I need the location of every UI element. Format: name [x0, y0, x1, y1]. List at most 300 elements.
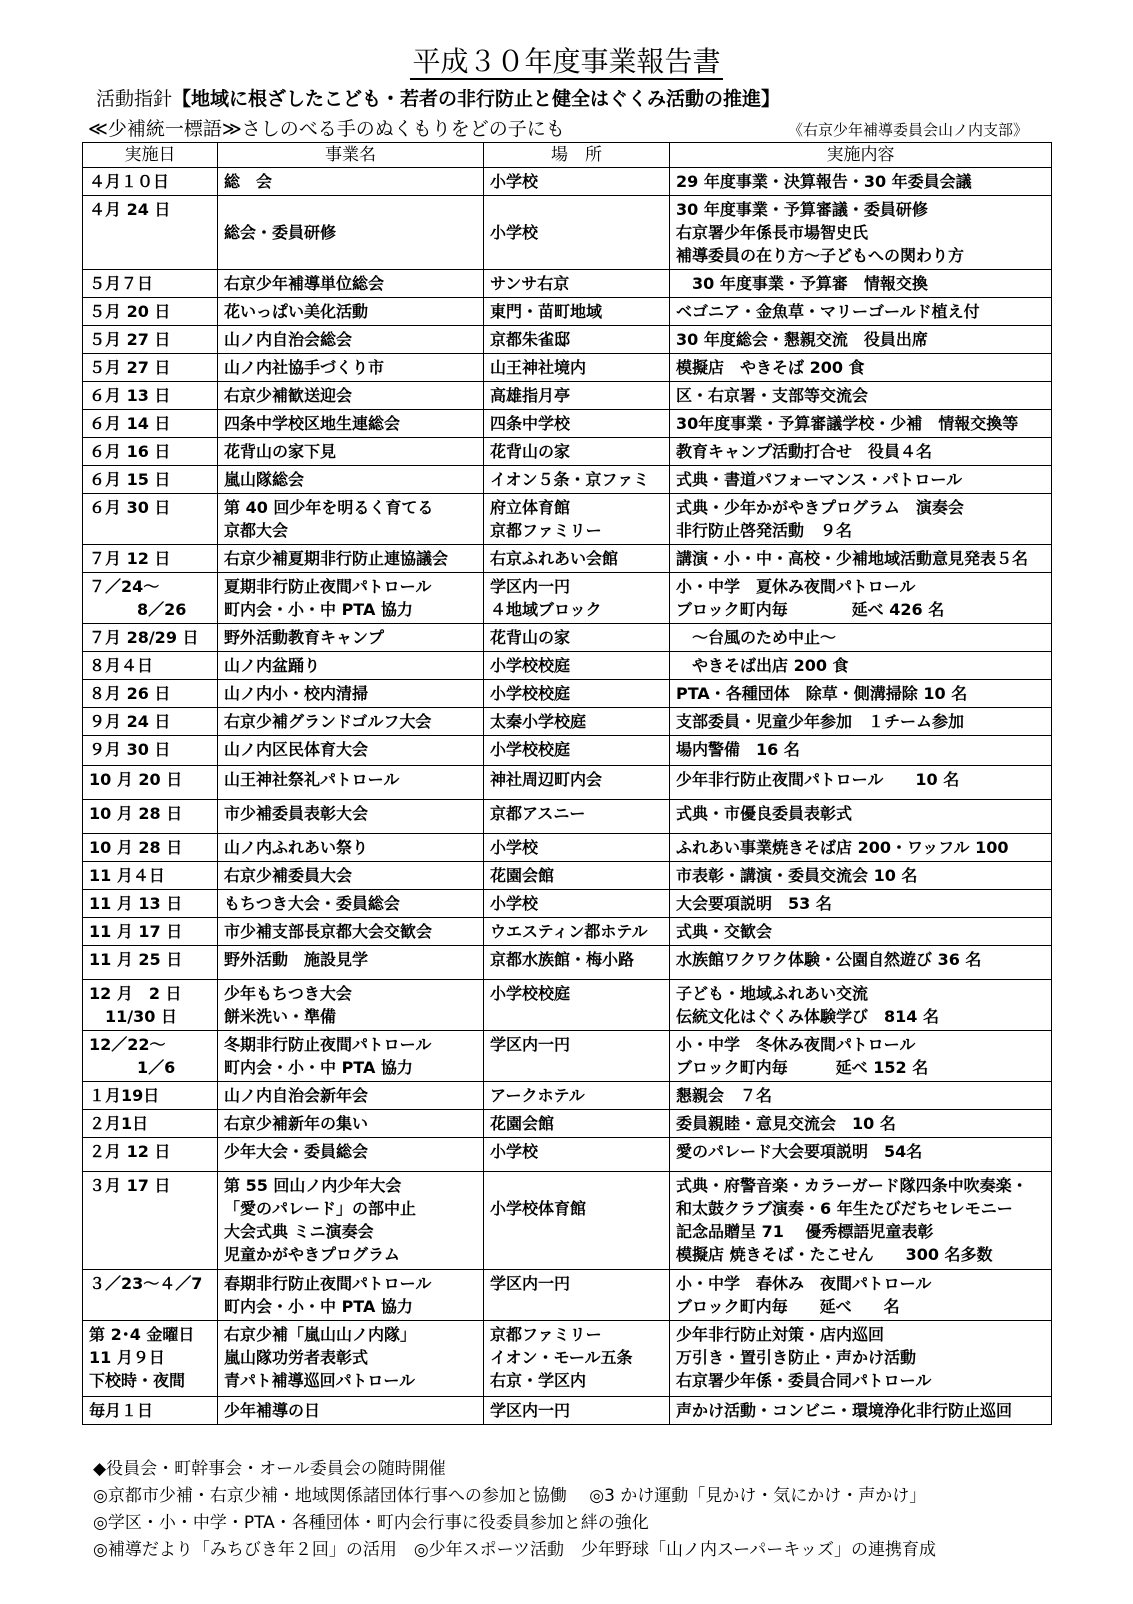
cell-detail — [670, 270, 1052, 298]
cell-place — [484, 1321, 670, 1397]
cell-name — [218, 466, 484, 494]
table-row — [83, 766, 1052, 800]
cell-detail — [670, 918, 1052, 946]
cell-line: 小学校 — [490, 838, 539, 857]
cell-line: １月19日 — [89, 1086, 160, 1105]
table-row — [83, 1172, 1052, 1270]
cell-line: 学区内一円 — [490, 1035, 571, 1054]
cell-line: 子ども・地域ふれあい交流 — [676, 984, 869, 1003]
cell-name — [218, 946, 484, 980]
cell-line: 花いっぱい美化活動 — [224, 302, 369, 321]
cell-line: 下校時・夜間 — [89, 1371, 186, 1390]
cell-name — [218, 766, 484, 800]
cell-place — [484, 890, 670, 918]
cell-date — [83, 862, 218, 890]
cell-line: もちつき大会・委員総会 — [224, 894, 400, 913]
cell-name — [218, 708, 484, 736]
cell-detail — [670, 980, 1052, 1031]
cell-line: 式典・交歓会 — [676, 922, 773, 941]
table-row — [83, 1321, 1052, 1397]
cell-line: ～台風のため中止～ — [676, 628, 837, 647]
cell-name — [218, 298, 484, 326]
cell-name — [218, 196, 484, 270]
cell-name — [218, 980, 484, 1031]
table-row — [83, 382, 1052, 410]
cell-line: 12／22～ — [89, 1035, 166, 1054]
cell-line: ６月 13 日 — [89, 386, 171, 405]
cell-place — [484, 382, 670, 410]
cell-line: 冬期非行防止夜間パトロール — [224, 1035, 432, 1054]
cell-name — [218, 1138, 484, 1172]
cell-line: 1／6 — [89, 1058, 176, 1077]
cell-detail — [670, 1321, 1052, 1397]
cell-name — [218, 736, 484, 766]
cell-line: 30年度事業・予算審議学校・少補 情報交換等 — [676, 414, 1019, 433]
cell-name — [218, 1082, 484, 1110]
cell-line: 12 月 2 日 — [89, 984, 182, 1003]
cell-place — [484, 1138, 670, 1172]
cell-line: 右京・学区内 — [490, 1371, 587, 1390]
cell-line: 右京ふれあい会館 — [490, 549, 619, 568]
cell-line: 小学校 — [490, 172, 539, 191]
cell-line: 声かけ活動・コンビニ・環境浄化非行防止巡回 — [676, 1401, 1013, 1420]
cell-name — [218, 438, 484, 466]
cell-line: 四条中学校 — [490, 414, 571, 433]
cell-line: 式典・市優良委員表彰式 — [676, 804, 853, 823]
cell-line: 10 月 28 日 — [89, 804, 183, 823]
cell-line: 山ノ内区民体育大会 — [224, 740, 369, 759]
cell-line: 学区内一円 — [490, 1401, 571, 1420]
footer-line: ◆役員会・町幹事会・オール委員会の随時開催 — [93, 1459, 446, 1479]
cell-date — [83, 680, 218, 708]
cell-line: 右京少補委員大会 — [224, 866, 353, 885]
cell-line: 小学校校庭 — [490, 740, 571, 759]
cell-name — [218, 1172, 484, 1270]
cell-line: ９月 24 日 — [89, 712, 171, 731]
cell-place — [484, 545, 670, 573]
cell-date — [83, 298, 218, 326]
cell-line: 式典・府警音楽・カラーガード隊四条中吹奏楽・ — [676, 1176, 1028, 1195]
table-row — [83, 680, 1052, 708]
cell-line: 青パト補導巡回パトロール — [224, 1371, 416, 1390]
cell-line: 小学校 — [490, 223, 539, 242]
cell-line — [490, 1005, 663, 1028]
cell-name — [218, 1321, 484, 1397]
cell-line: 府立体育館 — [490, 498, 571, 517]
cell-line: 11 月 25 日 — [89, 950, 183, 969]
cell-detail — [670, 1397, 1052, 1425]
cell-line: 第 2･4 金曜日 — [89, 1325, 195, 1344]
header-details: 実施内容 — [670, 143, 1052, 168]
cell-date — [83, 494, 218, 545]
cell-date — [83, 466, 218, 494]
table-row — [83, 196, 1052, 270]
cell-line: 8／26 — [89, 600, 187, 619]
cell-line: 非行防止啓発活動 ９名 — [676, 521, 853, 540]
cell-date — [83, 1397, 218, 1425]
table-row — [83, 624, 1052, 652]
cell-date — [83, 736, 218, 766]
cell-line: 神社周辺町内会 — [490, 770, 603, 789]
table-row — [83, 545, 1052, 573]
cell-line: 野外活動 施設見学 — [224, 950, 369, 969]
cell-detail — [670, 834, 1052, 862]
cell-line: 餅米洗い・準備 — [224, 1007, 337, 1026]
cell-detail — [670, 890, 1052, 918]
cell-detail — [670, 410, 1052, 438]
cell-line: 京都水族館・梅小路 — [490, 950, 635, 969]
cell-line: 講演・小・中・高校・少補地域活動意見発表５名 — [676, 549, 1029, 568]
cell-line — [224, 198, 477, 221]
table-row — [83, 168, 1052, 196]
cell-line: 支部委員・児童少年参加 １チーム参加 — [676, 712, 965, 731]
table-row — [83, 1138, 1052, 1172]
cell-line: 右京少年補導単位総会 — [224, 274, 385, 293]
cell-place — [484, 573, 670, 624]
cell-date — [83, 573, 218, 624]
table-row — [83, 918, 1052, 946]
cell-detail — [670, 624, 1052, 652]
cell-line: 町内会・小・中 PTA 協力 — [224, 1297, 413, 1316]
cell-line: 模擬店 やきそば 200 食 — [676, 358, 865, 377]
cell-place — [484, 326, 670, 354]
cell-line: 11 月４日 — [89, 866, 165, 885]
cell-line: 学区内一円 — [490, 577, 571, 596]
cell-date — [83, 1110, 218, 1138]
cell-line: 太秦小学校庭 — [490, 712, 587, 731]
cell-line — [490, 1056, 663, 1079]
table-row — [83, 1082, 1052, 1110]
cell-date — [83, 382, 218, 410]
cell-line: 山ノ内小・校内清掃 — [224, 684, 369, 703]
cell-date — [83, 980, 218, 1031]
cell-name — [218, 652, 484, 680]
cell-line: 右京少補グランドゴルフ大会 — [224, 712, 432, 731]
table-row — [83, 326, 1052, 354]
cell-place — [484, 1172, 670, 1270]
cell-line: 市表彰・講演・委員交流会 10 名 — [676, 866, 918, 885]
cell-name — [218, 890, 484, 918]
cell-place — [484, 834, 670, 862]
branch-name: 《右京少年補導委員会山ノ内支部》 — [787, 121, 1028, 139]
cell-line: 町内会・小・中 PTA 協力 — [224, 1058, 413, 1077]
cell-line: 水族館ワクワク体験・公園自然遊び 36 名 — [676, 950, 982, 969]
cell-date — [83, 438, 218, 466]
cell-place — [484, 980, 670, 1031]
cell-line: 花園会館 — [490, 866, 555, 885]
cell-line: ６月 30 日 — [89, 498, 171, 517]
cell-line: 「愛のパレード」の部中止 — [224, 1199, 417, 1218]
cell-line: 京都アスニー — [490, 804, 586, 823]
cell-place — [484, 466, 670, 494]
cell-line: ５月 27 日 — [89, 330, 171, 349]
table-row — [83, 946, 1052, 980]
cell-date — [83, 410, 218, 438]
cell-line: 小学校 — [490, 894, 539, 913]
cell-date — [83, 168, 218, 196]
cell-line: 少年非行防止対策・店内巡回 — [676, 1325, 885, 1344]
cell-line: 小・中学 冬休み夜間パトロール — [676, 1035, 916, 1054]
cell-line: ７月 12 日 — [89, 549, 171, 568]
cell-date — [83, 624, 218, 652]
table-row — [83, 1110, 1052, 1138]
cell-place — [484, 410, 670, 438]
cell-line: 市少補支部長京都大会交歓会 — [224, 922, 433, 941]
cell-line: 30 年度総会・懇親交流 役員出席 — [676, 330, 928, 349]
cell-name — [218, 1110, 484, 1138]
cell-name — [218, 168, 484, 196]
cell-date — [83, 1321, 218, 1397]
table-row — [83, 652, 1052, 680]
table-row — [83, 980, 1052, 1031]
header-date: 実施日 — [83, 143, 218, 168]
table-row — [83, 573, 1052, 624]
cell-detail — [670, 354, 1052, 382]
table-row — [83, 890, 1052, 918]
cell-line — [490, 198, 663, 221]
footer-line: ◎補導だより「みちびき年２回」の活用 ◎少年スポーツ活動 少年野球「山ノ内スーパーキッズ」の連携育成 — [93, 1540, 936, 1560]
cell-line: 大会式典 ミニ演奏会 — [224, 1222, 374, 1241]
cell-name — [218, 800, 484, 834]
slogan: ≪少補統一標語≫さしのべる手のぬくもりをどの子にも — [88, 118, 565, 140]
cell-detail — [670, 652, 1052, 680]
cell-detail — [670, 1270, 1052, 1321]
cell-line: 学区内一円 — [490, 1274, 571, 1293]
cell-line: ６月 16 日 — [89, 442, 171, 461]
cell-line: 記念品贈呈 71 優秀標語児童表彰 — [676, 1222, 934, 1241]
cell-line: 11 月 17 日 — [89, 922, 183, 941]
cell-line: 小・中学 春休み 夜間パトロール — [676, 1274, 932, 1293]
activity-policy — [96, 86, 780, 112]
cell-line: 少年非行防止夜間パトロール 10 名 — [676, 770, 960, 789]
cell-line: 京都ファミリー — [490, 1325, 602, 1344]
cell-place — [484, 918, 670, 946]
table-row — [83, 494, 1052, 545]
cell-line: 山ノ内社協手づくり市 — [224, 358, 385, 377]
cell-date — [83, 1031, 218, 1082]
cell-line: 野外活動教育キャンプ — [224, 628, 385, 647]
cell-line: ６月 15 日 — [89, 470, 171, 489]
cell-date — [83, 326, 218, 354]
cell-line: 花背山の家 — [490, 628, 571, 647]
cell-date — [83, 354, 218, 382]
cell-line: 右京少補新年の集い — [224, 1114, 369, 1133]
cell-line: 夏期非行防止夜間パトロール — [224, 577, 432, 596]
footer-line: ◎京都市少補・右京少補・地域関係諸団体行事への参加と協働 ◎3 かけ運動「見かけ・気にかけ・声かけ」 — [93, 1486, 927, 1506]
cell-line: 小学校校庭 — [490, 684, 571, 703]
cell-line: 総会・委員研修 — [224, 223, 337, 242]
cell-date — [83, 1138, 218, 1172]
cell-line: 山ノ内ふれあい祭り — [224, 838, 369, 857]
cell-line: 式典・少年かがやきプログラム 演奏会 — [676, 498, 964, 517]
cell-place — [484, 946, 670, 980]
table-row — [83, 270, 1052, 298]
cell-line: ４月 24 日 — [89, 200, 171, 219]
cell-line: 高雄指月亭 — [490, 386, 571, 405]
cell-line: ５月 20 日 — [89, 302, 171, 321]
policy-label: 活動指針 — [96, 88, 173, 110]
cell-name — [218, 1031, 484, 1082]
table-row — [83, 862, 1052, 890]
cell-detail — [670, 680, 1052, 708]
policy-text: 【地域に根ざしたこども・若者の非行防止と健全はぐくみ活動の推進】 — [172, 88, 781, 110]
cell-detail — [670, 298, 1052, 326]
cell-line: 30 年度事業・予算審議・委員研修 — [676, 200, 928, 219]
cell-date — [83, 196, 218, 270]
page-title: 平成３０年度事業報告書 — [412, 45, 721, 78]
cell-line: 29 年度事業・決算報告・30 年委員会議 — [676, 172, 972, 191]
cell-line: 山王神社祭礼パトロール — [224, 770, 400, 789]
cell-date — [83, 890, 218, 918]
cell-line: 少年大会・委員総会 — [224, 1142, 369, 1161]
cell-line: 第 40 回少年を明るく育てる — [224, 498, 434, 517]
cell-line: 京都大会 — [224, 521, 289, 540]
cell-line: ６月 14 日 — [89, 414, 171, 433]
cell-line: 和太鼓クラブ演奏・6 年生たびだちセレモニー — [676, 1199, 1013, 1218]
table-row — [83, 466, 1052, 494]
cell-line: 10 月 20 日 — [89, 770, 183, 789]
cell-line: 懇親会 ７名 — [676, 1086, 773, 1105]
cell-line: 山ノ内盆踊り — [224, 656, 321, 675]
cell-line: 第 55 回山ノ内少年大会 — [224, 1176, 402, 1195]
cell-place — [484, 494, 670, 545]
cell-line: 京都ファミリー — [490, 521, 602, 540]
cell-place — [484, 354, 670, 382]
cell-line: ３月 17 日 — [89, 1176, 171, 1195]
cell-line: 11 月９日 — [89, 1348, 165, 1367]
footer-notes — [93, 1456, 936, 1564]
table-row — [83, 736, 1052, 766]
cell-place — [484, 652, 670, 680]
cell-line: 小学校校庭 — [490, 656, 571, 675]
cell-line: ８月 26 日 — [89, 684, 171, 703]
cell-place — [484, 270, 670, 298]
cell-date — [83, 545, 218, 573]
cell-name — [218, 494, 484, 545]
cell-line: 嵐山隊総会 — [224, 470, 305, 489]
cell-line — [490, 1174, 663, 1197]
cell-line: 委員親睦・意見交流会 10 名 — [676, 1114, 896, 1133]
cell-line: 大会要項説明 53 名 — [676, 894, 832, 913]
cell-line: ブロック町内毎 延べ 152 名 — [676, 1058, 929, 1077]
cell-place — [484, 862, 670, 890]
cell-line: 補導委員の在り方～子どもへの関わり方 — [676, 246, 965, 265]
cell-detail — [670, 466, 1052, 494]
cell-date — [83, 1270, 218, 1321]
cell-line: 右京少補歓送迎会 — [224, 386, 353, 405]
cell-line: 四条中学校区地生連総会 — [224, 414, 401, 433]
cell-line: 花背山の家下見 — [224, 442, 337, 461]
cell-date — [83, 1082, 218, 1110]
cell-line: 京都朱雀邸 — [490, 330, 571, 349]
cell-name — [218, 918, 484, 946]
table-row — [83, 834, 1052, 862]
cell-line: 式典・書道パフォーマンス・パトロール — [676, 470, 963, 489]
report-table — [82, 142, 1052, 1425]
cell-detail — [670, 946, 1052, 980]
table-row — [83, 1270, 1052, 1321]
header-place: 場 所 — [484, 143, 670, 168]
cell-line: 区・右京署・支部等交流会 — [676, 386, 869, 405]
cell-place — [484, 298, 670, 326]
cell-detail — [670, 766, 1052, 800]
cell-place — [484, 736, 670, 766]
cell-place — [484, 438, 670, 466]
cell-line: PTA・各種団体 除草・側溝掃除 10 名 — [676, 684, 968, 703]
cell-detail — [670, 1172, 1052, 1270]
cell-line: 右京少補「嵐山山ノ内隊」 — [224, 1325, 417, 1344]
cell-line: 東門・苗町地域 — [490, 302, 603, 321]
cell-place — [484, 708, 670, 736]
cell-line: 11/30 日 — [89, 1007, 177, 1026]
cell-detail — [670, 1082, 1052, 1110]
cell-line: ５月 27 日 — [89, 358, 171, 377]
cell-line: イオン・モール五条 — [490, 1348, 633, 1367]
cell-line: アークホテル — [490, 1086, 585, 1105]
cell-name — [218, 624, 484, 652]
cell-name — [218, 573, 484, 624]
cell-line: 場内警備 16 名 — [676, 740, 800, 759]
cell-line: 伝統文化はぐくみ体験学び 814 名 — [676, 1007, 939, 1026]
cell-detail — [670, 573, 1052, 624]
cell-date — [83, 766, 218, 800]
cell-detail — [670, 168, 1052, 196]
cell-date — [83, 918, 218, 946]
cell-place — [484, 1397, 670, 1425]
cell-line: 右京署少年係長市場智史氏 — [676, 223, 869, 242]
cell-date — [83, 1172, 218, 1270]
cell-detail — [670, 196, 1052, 270]
cell-line: 模擬店 焼きそば・たこせん 300 名多数 — [676, 1245, 993, 1264]
cell-date — [83, 652, 218, 680]
cell-line: ふれあい事業焼きそば店 200・ワッフル 100 — [676, 838, 1009, 857]
cell-name — [218, 862, 484, 890]
cell-detail — [670, 1138, 1052, 1172]
cell-line: やきそば出店 200 食 — [676, 656, 849, 675]
cell-detail — [670, 438, 1052, 466]
cell-line: 小学校校庭 — [490, 984, 571, 1003]
cell-line: 市少補委員表彰大会 — [224, 804, 369, 823]
cell-date — [83, 834, 218, 862]
table-row — [83, 1397, 1052, 1425]
cell-line: 総 会 — [224, 172, 273, 191]
cell-name — [218, 1270, 484, 1321]
cell-line: 山王神社境内 — [490, 358, 587, 377]
cell-line: ３／23～４／7 — [89, 1274, 203, 1293]
table-row — [83, 298, 1052, 326]
table-row — [83, 438, 1052, 466]
cell-date — [83, 270, 218, 298]
cell-line: ２月1日 — [89, 1114, 149, 1133]
cell-detail — [670, 736, 1052, 766]
cell-line: 右京署少年係・委員合同パトロール — [676, 1371, 932, 1390]
cell-line: イオン５条・京ファミ — [490, 470, 650, 489]
header-event-name: 事業名 — [218, 143, 484, 168]
cell-line: ブロック町内毎 延べ 名 — [676, 1297, 900, 1316]
table-row — [83, 354, 1052, 382]
cell-line: 毎月１日 — [89, 1401, 154, 1420]
cell-name — [218, 680, 484, 708]
cell-date — [83, 708, 218, 736]
cell-line: 小・中学 夏休み夜間パトロール — [676, 577, 916, 596]
cell-place — [484, 624, 670, 652]
cell-date — [83, 800, 218, 834]
cell-line: 花園会館 — [490, 1114, 555, 1133]
cell-place — [484, 1270, 670, 1321]
cell-line: 小学校 — [490, 1142, 539, 1161]
cell-line: ベゴニア・金魚草・マリーゴールド植え付 — [676, 302, 980, 321]
cell-line: ７／24～ — [89, 577, 160, 596]
